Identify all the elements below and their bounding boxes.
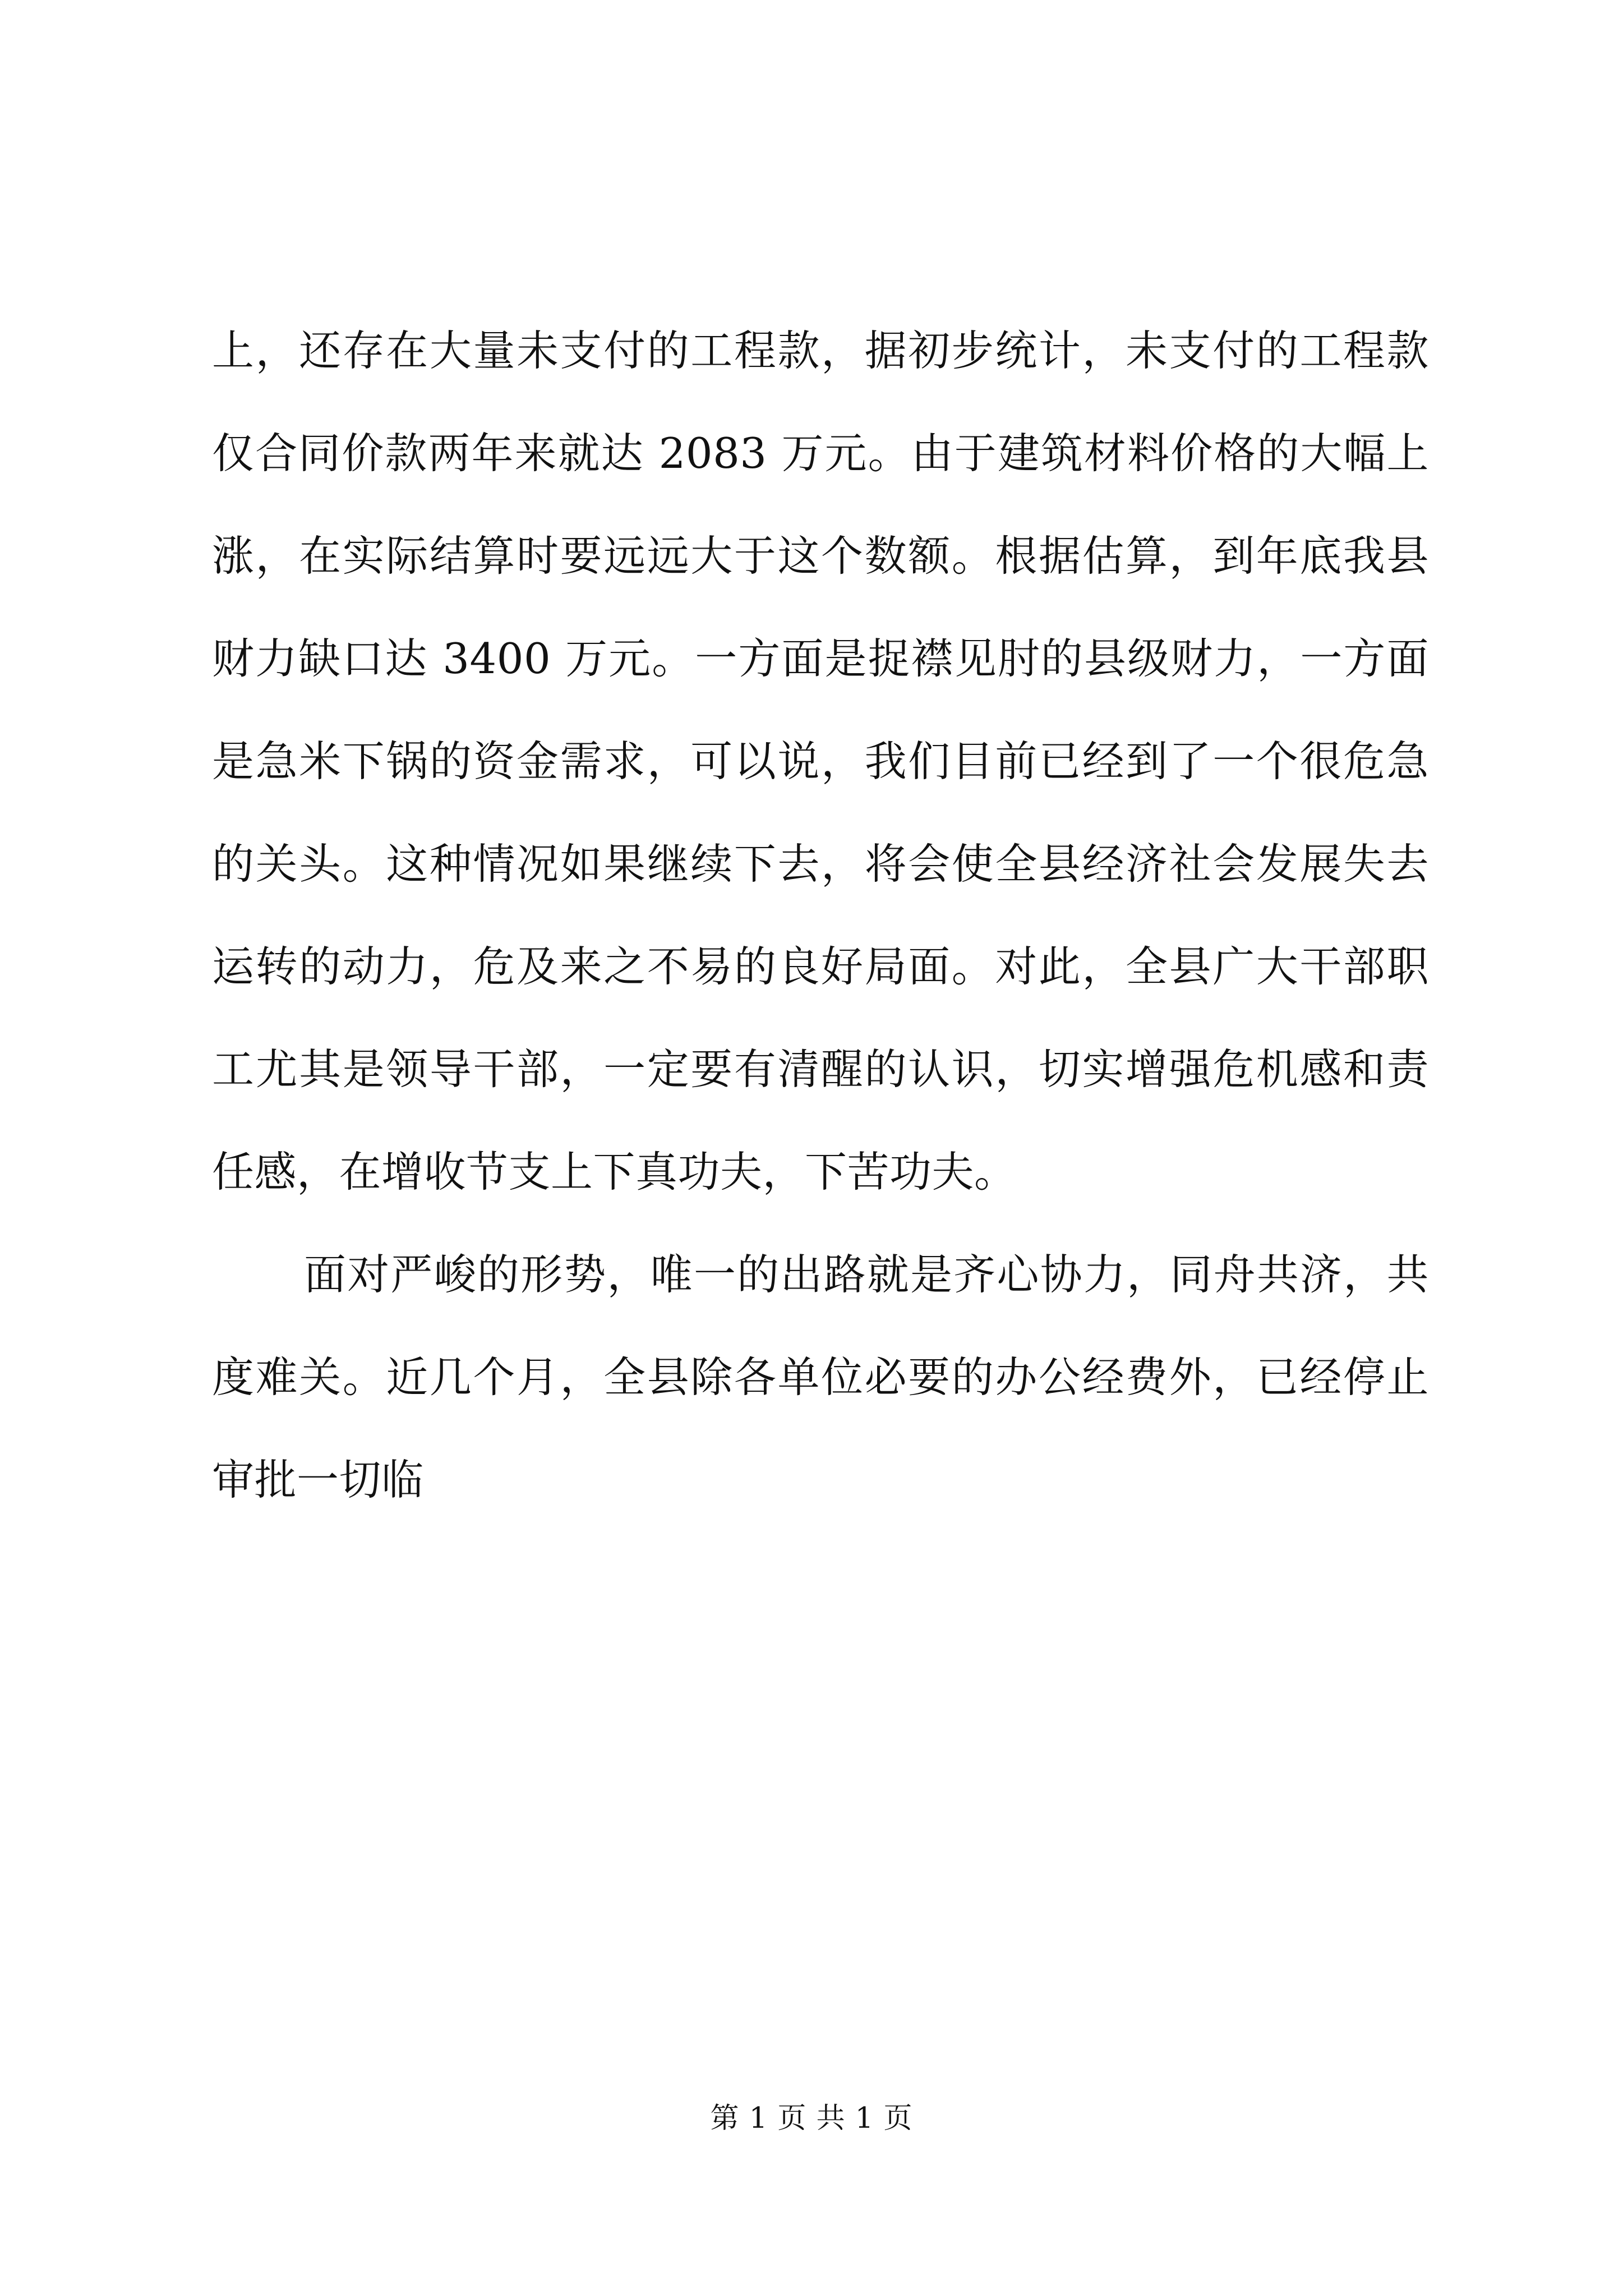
body-text [212,300,1429,1531]
text-line: 涨，在实际结算时要远远大于这个数额。根据估算，到年底我县 [212,531,1429,581]
text-line: 面对严峻的形势，唯一的出路就是齐心协力，同舟共济，共 [304,1250,1429,1299]
paragraph [212,1223,1429,1531]
text-line: 仅合同价款两年来就达 2083 万元。由于建筑材料价格的大幅上 [212,429,1429,478]
text-line: 任感，在增收节支上下真功夫，下苦功夫。 [212,1147,1017,1197]
text-line: 运转的动力，危及来之不易的良好局面。对此，全县广大干部职 [212,942,1429,991]
text-line: 是急米下锅的资金需求，可以说，我们目前已经到了一个很危急 [212,737,1429,786]
text-line: 财力缺口达 3400 万元。一方面是捉襟见肘的县级财力，一方面 [212,634,1429,683]
paragraph [212,300,1429,1223]
text-line: 的关头。这种情况如果继续下去，将会使全县经济社会发展失去 [212,839,1429,889]
text-line: 工尤其是领导干部，一定要有清醒的认识，切实增强危机感和责 [212,1045,1429,1094]
text-line: 度难关。近几个月，全县除各单位必要的办公经费外，已经停止 [212,1352,1429,1402]
page-footer: 第 1 页 共 1 页 [710,2102,913,2135]
text-line: 审批一切临 [212,1455,424,1504]
text-line: 上，还存在大量未支付的工程款，据初步统计，未支付的工程款 [212,326,1429,375]
